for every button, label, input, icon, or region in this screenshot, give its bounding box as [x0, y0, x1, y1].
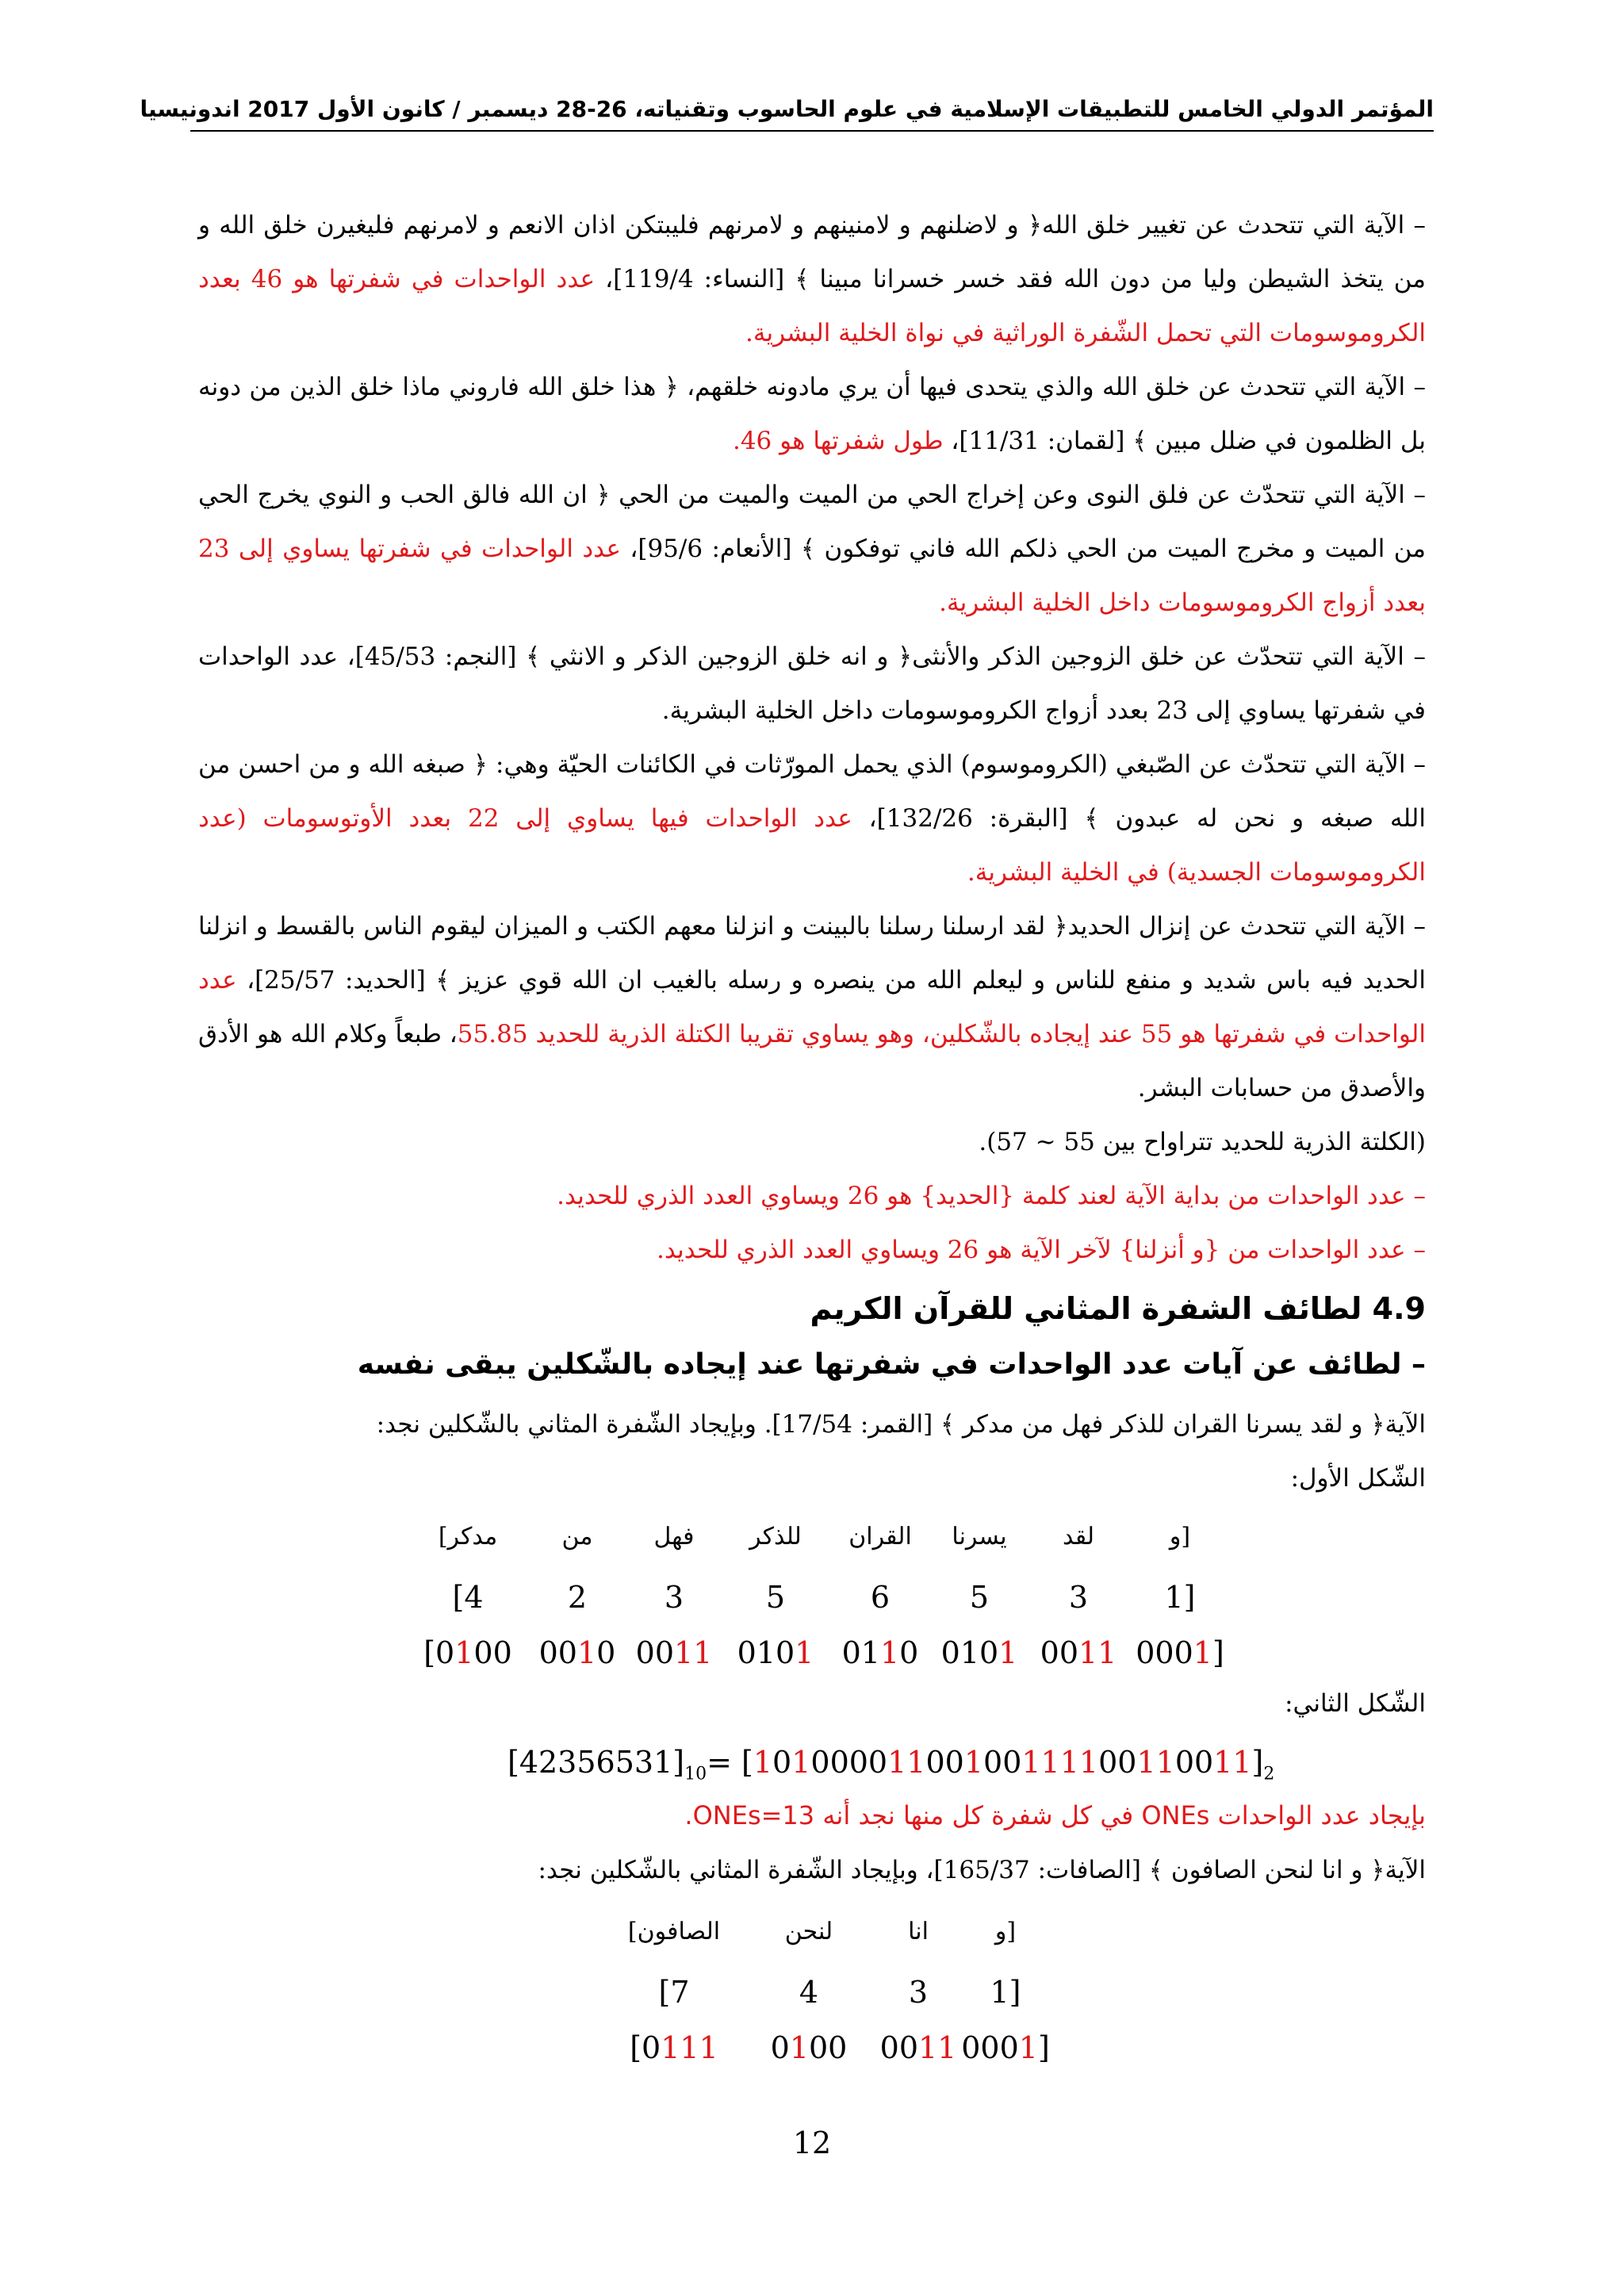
word-cell: للذكر	[749, 1523, 802, 1550]
paragraph-text: – الآية التي تتحدّث عن خلق الزوجين الذكر والأنثى﴿ و انه خلق الزوجين الذكر و الانثي ﴾ [النجم: 45/53]، عدد الواحدات في شفرتها يساوي إلى 23 بعدد أزواج الكروموسومات داخل الخلية البشرية.	[198, 642, 1426, 725]
value-cell: [7	[658, 1975, 690, 2010]
binary-cell: 0100	[770, 2030, 848, 2065]
paragraph-text: – الآية التي تتحدث عن إنزال الحديد﴿ لقد ارسلنا رسلنا بالبينت و انزلنا معهم الكتب و الميزان ليقوم الناس بالقسط و انزلنا الحديد فيه باس شديد و منفع للناس و ليعلم الله من ينصره و رسله بالغيب ان الله قوي عزيز ﴾ [الحديد: 25/57]،	[198, 912, 1426, 995]
formula-binary-base: 2	[1263, 1764, 1275, 1784]
paragraph-highlight: – عدد الواحدات من {و أنزلنا} لآخر الآية هو 26 ويساوي العدد الذري للحديد.	[657, 1236, 1426, 1264]
binary-cell: 0101	[737, 1635, 814, 1670]
binary-cell: 0110	[841, 1635, 919, 1670]
shape2-label: الشّكل الثاني:	[1285, 1689, 1426, 1718]
binary-cell: 0001]	[961, 2030, 1050, 2065]
paragraph	[198, 738, 1426, 899]
value-cell: 3	[1068, 1580, 1089, 1615]
value-cell: 1]	[1164, 1580, 1196, 1615]
value-cell: 6	[870, 1580, 891, 1615]
paragraph-text: ، طبعاً وكلام الله هو الأدق والأصدق من حسابات البشر.	[198, 1020, 1426, 1102]
paragraph	[198, 1223, 1426, 1277]
binary-cell: 0011	[879, 2030, 957, 2065]
value-cell: 5	[969, 1580, 990, 1615]
paragraph	[198, 1115, 1426, 1169]
paragraph-highlight: عدد الواحدات في شفرتها هو 46 بعدد الكروموسومات التي تحمل الشّفرة الوراثية في نواة الخلية البشرية.	[198, 265, 1426, 347]
paragraph-highlight: عدد الواحدات في شفرتها يساوي إلى 23 بعدد أزواج الكروموسومات داخل الخلية البشرية.	[198, 535, 1426, 617]
subsection-title: – لطائف عن آيات عدد الواحدات في شفرتها عند إيجاده بالشّكلين يبقى نفسه	[357, 1348, 1426, 1381]
page-number: 12	[792, 2125, 832, 2160]
value-cell: 2	[567, 1580, 588, 1615]
value-cell: 3	[908, 1975, 929, 2010]
formula-equals: = [	[707, 1745, 753, 1780]
running-header: المؤتمر الدولي الخامس للتطبيقات الإسلامية في علوم الحاسوب وتقنياته، 26-28 ديسمبر / كانون الأول 2017 اندونيسيا	[190, 94, 1434, 132]
binary-cell: [0100	[423, 1635, 512, 1670]
formula-decimal-base: 10	[684, 1764, 707, 1784]
word-cell: [و	[994, 1918, 1017, 1945]
value-cell: 3	[664, 1580, 684, 1615]
paragraph-text: – الآية التي تتحدث عن تغيير خلق الله﴿ و لاضلنهم و لامنينهم و لامرنهم فليبتكن اذان الانعم و لامرنهم فليغيرن خلق الله و من يتخذ الشيطن وليا من دون الله فقد خسر خسرانا مبينا ﴾ [النساء: 119/4]،	[198, 211, 1426, 293]
paragraph	[198, 198, 1426, 360]
word-cell: يسرنا	[952, 1523, 1007, 1550]
paragraph-highlight: طول شفرتها هو 46.	[732, 427, 944, 455]
word-cell: انا	[908, 1918, 929, 1945]
paragraph	[198, 1169, 1426, 1223]
word-cell: [و	[1169, 1523, 1191, 1550]
paragraph	[198, 468, 1426, 630]
ones-count-note: بإيجاد عدد الواحدات ONEs في كل شفرة كل منها نجد أنه ONEs=13.	[684, 1800, 1426, 1830]
shape1-label: الشّكل الأول:	[1290, 1464, 1426, 1493]
value-cell: 4	[799, 1975, 819, 2010]
paragraph-highlight: عدد الواحدات فيها يساوي إلى 22 بعدد الأوتوسومات (عدد الكروموسومات الجسدية) في الخلية البشرية.	[198, 804, 1426, 887]
binary-cell: 0010	[538, 1635, 616, 1670]
binary-cell: 0011	[635, 1635, 713, 1670]
paragraph-text: – الآية التي تتحدّث عن فلق النوى وعن إخراج الحي من الميت والميت من الحي ﴿ ان الله فالق الحب و النوي يخرج الحي من الميت و مخرج الميت من الحي ذلكم الله فاني توفكون ﴾ [الأنعام: 95/6]،	[198, 481, 1426, 563]
paragraph	[198, 630, 1426, 738]
word-cell: لقد	[1062, 1523, 1095, 1550]
word-cell: الصافون]	[627, 1918, 721, 1945]
word-cell: فهل	[653, 1523, 695, 1550]
section-title: 4.9 لطائف الشفرة المثاني للقرآن الكريم	[810, 1291, 1426, 1326]
paragraph	[198, 899, 1426, 1115]
binary-cell: 0001]	[1136, 1635, 1224, 1670]
value-cell: 1]	[990, 1975, 1021, 2010]
binary-cell: 0011	[1040, 1635, 1117, 1670]
paragraph-text: – الآية التي تتحدّث عن الصّبغي (الكروموسوم) الذي يحمل المورّثات في الكائنات الحيّة وهي: ﴿ صبغه الله و من احسن من الله صبغه و نحن له عبدون ﴾ [البقرة: 132/26]،	[198, 750, 1426, 833]
word-cell: مدكر]	[438, 1523, 498, 1550]
example2-intro: الآية﴿ و انا لنحن الصافون ﴾ [الصافات: 165/37]، وبإيجاد الشّفرة المثاني بالشّكلين نجد:	[538, 1856, 1426, 1884]
word-cell: لنحن	[784, 1918, 833, 1945]
binary-cell: [0111	[630, 2030, 718, 2065]
paragraph-highlight: عدد الواحدات في شفرتها هو 55 عند إيجاده بالشّكلين، وهو يساوي تقريبا الكتلة الذرية للحديد 55.85	[198, 966, 1426, 1048]
word-cell: من	[561, 1523, 593, 1550]
formula-close: ]	[1251, 1745, 1264, 1780]
word-cell: القران	[848, 1523, 912, 1550]
binary-cell: 0101	[940, 1635, 1018, 1670]
example1-intro: الآية﴿ و لقد يسرنا القران للذكر فهل من مدكر ﴾ [القمر: 17/54]. وبإيجاد الشّفرة المثاني بالشّكلين نجد:	[376, 1410, 1426, 1439]
formula-decimal: [42356531]	[508, 1745, 685, 1780]
value-cell: 5	[765, 1580, 786, 1615]
value-cell: [4	[452, 1580, 484, 1615]
paragraph	[198, 360, 1426, 468]
formula-bits: 10100001100100111100110011	[753, 1745, 1252, 1780]
paragraph-highlight: – عدد الواحدات من بداية الآية لعند كلمة {الحديد} هو 26 ويساوي العدد الذري للحديد.	[557, 1182, 1426, 1210]
paragraph-text: – الآية التي تتحدث عن خلق الله والذي يتحدى فيها أن يري مادونه خلقهم، ﴿ هذا خلق الله فاروني ماذا خلق الذين من دونه بل الظلمون في ضلل مبين ﴾ [لقمان: 11/31]،	[198, 373, 1426, 455]
paragraph-text: (الكلتة الذرية للحديد تتراواح بين 55 ~ 57).	[979, 1128, 1426, 1156]
binary-formula	[508, 1745, 1274, 1784]
body-text	[198, 198, 1426, 1277]
